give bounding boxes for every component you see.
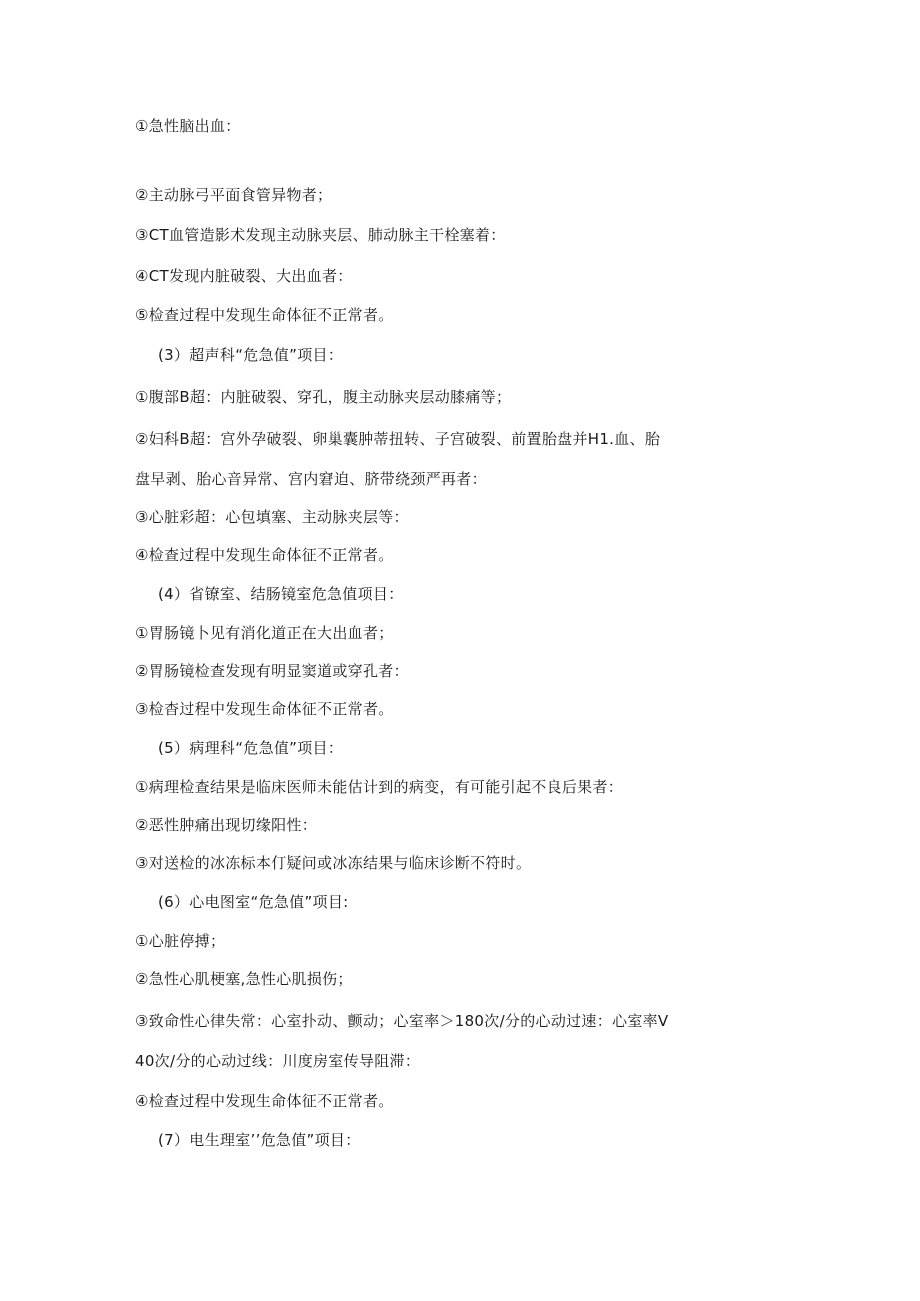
text-line: ①腹部B超：内脏破裂、穿孔，腹主动脉夹层动膝痛等；	[135, 388, 512, 406]
text-line: ②急性心肌梗塞,急性心肌损伤；	[135, 970, 353, 988]
text-line: ①胃肠镜卜见有消化道正在大出血者；	[135, 624, 394, 642]
text-line: ②主动脉弓平面食管异物者；	[135, 186, 333, 204]
text-line: ⑤检查过程中发现生命体征不正常者。	[135, 306, 394, 324]
section-heading: (4）省镣室、结肠镜室危急值项目：	[158, 585, 404, 603]
text-line: ②妇科B超：宫外孕破裂、卵巢囊肿蒂扭转、子宫破裂、前置胎盘并H1.血、胎	[135, 430, 661, 448]
text-line: ③检杳过程中发现生命体征不正常者。	[135, 700, 394, 718]
section-heading: (3）超声科“危急值”项目：	[158, 346, 344, 364]
text-line: ③心脏彩超：心包填塞、主动脉夹层等：	[135, 508, 409, 526]
section-heading: (5）病理科“危急值”项目：	[158, 739, 344, 757]
text-line: ③CT血管造影术发现主动脉夹层、肺动脉主干栓塞着：	[135, 226, 506, 244]
text-line: ①心脏停搏；	[135, 932, 226, 950]
text-line: ④CT发现内脏破裂、大出血者：	[135, 267, 353, 285]
section-heading: (7）电生理室’’危急值”项目：	[158, 1131, 361, 1149]
text-line: ①急性脑出血：	[135, 117, 241, 135]
text-line: ②恶性肿痛出现切缘阳性：	[135, 816, 318, 834]
section-heading: (6）心电图室“危急值”项目:	[158, 893, 349, 911]
text-line: ③致命性心律失常：心室扑动、颤动；心室率＞180次/分的心动过速：心室率V	[135, 1012, 669, 1030]
text-line: 40次/分的心动过线：川度房室传导阻滞：	[135, 1052, 421, 1070]
text-line: ②胃肠镜检查发现有明显窦道或穿孔者：	[135, 662, 409, 680]
text-line: 盘早剥、胎心音异常、宫内窘迫、脐带绕颈严再者：	[135, 470, 487, 488]
text-line: ④检查过程中发现生命体征不正常者。	[135, 1092, 394, 1110]
text-line: ①病理检查结果是临床医师未能估计到的病变，有可能引起不良后果者：	[135, 778, 624, 796]
text-line: ④检查过程中发现生命体征不正常者。	[135, 546, 394, 564]
text-line: ③对送检的冰冻标本仃疑问或冰冻结果与临床诊断不符时。	[135, 854, 532, 872]
